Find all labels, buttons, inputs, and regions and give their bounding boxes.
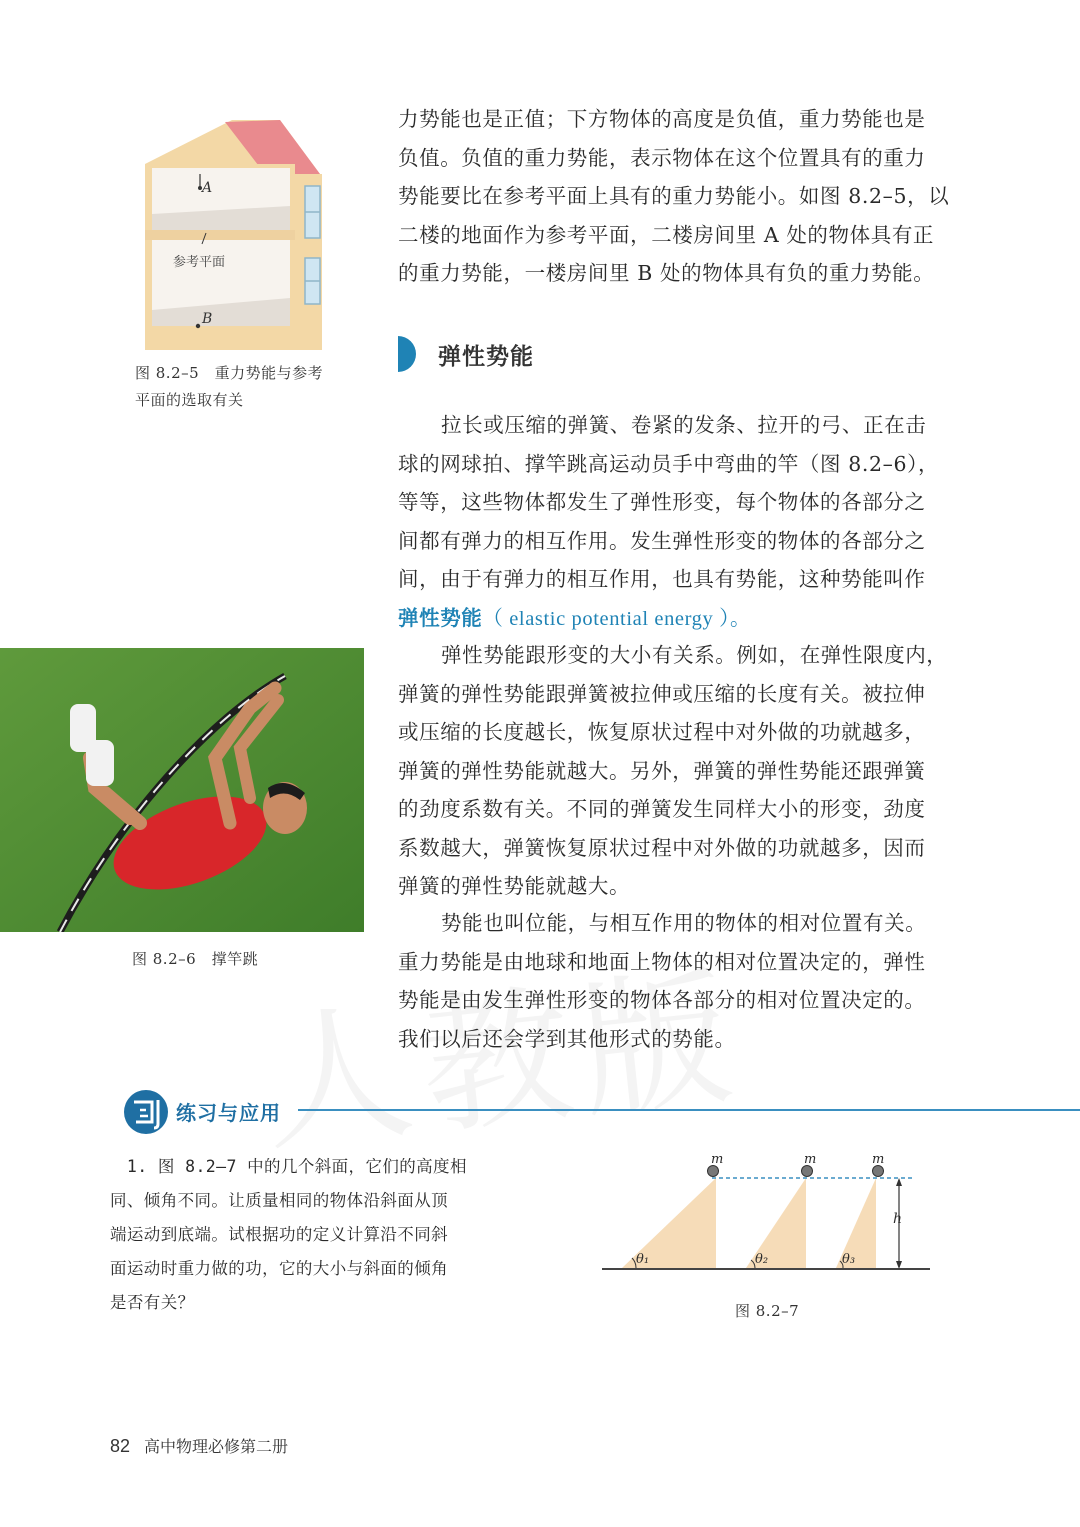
key-term-english: （ elastic potential energy ）。 xyxy=(482,607,752,630)
section-marker-icon xyxy=(398,336,418,372)
page-footer xyxy=(110,1434,288,1457)
theta-2-label: θ₂ xyxy=(755,1252,769,1267)
house-illustration xyxy=(140,118,325,350)
paragraph-potential-energy: 势能也叫位能，与相互作用的物体的相对位置有关。 重力势能是由地球和地面上物体的相对位置决定的，弹性 势能是由发生弹性形变的物体各部分的相对位置决定的。 我们以后还会学到其他形式的势能。 xyxy=(398,911,927,1051)
point-a-label: A xyxy=(202,180,213,196)
inclines-diagram xyxy=(600,1150,940,1280)
pole-vault-photo xyxy=(0,648,364,932)
intro-paragraph: 力势能也是正值；下方物体的高度是负值，重力势能也是 负值。负值的重力势能，表示物体在这个位置具有的重力 势能要比在参考平面上具有的重力势能小。如图 8.2–5，以 二楼的地面作为参考平面，二楼房间里 A 处的物体具有正 的重力势能，一楼房间里 B 处的物体具有负的重力势能。 xyxy=(398,107,950,285)
mass-label-3: m xyxy=(872,1152,885,1167)
mass-label-1: m xyxy=(711,1152,724,1167)
theta-3-label: θ₃ xyxy=(842,1252,856,1267)
theta-1-label: θ₁ xyxy=(636,1252,650,1267)
paragraph-elastic-definition: 拉长或压缩的弹簧、卷紧的发条、拉开的弓、正在击 球的网球拍、撑竿跳高运动员手中弯曲的竿（图 8.2–6）， 等等，这些物体都发生了弹性形变，每个物体的各部分之 间都有弹力的相互作用。发生弹性形变的物体的各部分之 间，由于有弹力的相互作用，也具有势能，这种势能叫作 弹性势能（ elastic potential energy ）。 xyxy=(398,413,940,630)
exercise-icon xyxy=(122,1088,170,1136)
reference-plane-label: 参考平面 xyxy=(173,255,226,270)
figure-8-2-6-caption: 图 8.2–6 撑竿跳 xyxy=(132,950,259,968)
page-number: 82 xyxy=(110,1436,131,1456)
exercise-question-1: 1. 图 8.2–7 中的几个斜面，它们的高度相 同、倾角不同。让质量相同的物体沿斜面从顶 端运动到底端。试根据功的定义计算沿不同斜 面运动时重力做的功，它的大小与斜面的倾角 是否有关？ xyxy=(110,1157,467,1312)
figure-8-2-7-caption: 图 8.2–7 xyxy=(735,1302,800,1320)
key-term: 弹性势能 xyxy=(398,605,483,630)
exercise-title: 练习与应用 xyxy=(176,1101,281,1125)
paragraph-deformation: 弹性势能跟形变的大小有关系。例如，在弹性限度内， 弹簧的弹性势能跟弹簧被拉伸或压缩的长度有关。被拉伸 或压缩的长度越长，恢复原状过程中对外做的功就越多， 弹簧的弹性势能就越大。另外，弹簧的弹性势能还跟弹簧 的劲度系数有关。不同的弹簧发生同样大小的形变，劲度 系数越大，弹簧恢复原状过程中对外做的功就越多，因而 弹簧的弹性势能就越大。 xyxy=(398,643,948,898)
book-title: 高中物理必修第二册 xyxy=(144,1437,289,1456)
mass-label-2: m xyxy=(804,1152,817,1167)
section-title: 弹性势能 xyxy=(438,344,534,370)
figure-8-2-5-caption: 图 8.2–5 重力势能与参考 平面的选取有关 xyxy=(135,364,324,409)
watermark xyxy=(250,916,750,1181)
point-b-label: B xyxy=(202,311,213,327)
exercise-rule xyxy=(298,1109,1080,1111)
height-label: h xyxy=(893,1211,903,1227)
